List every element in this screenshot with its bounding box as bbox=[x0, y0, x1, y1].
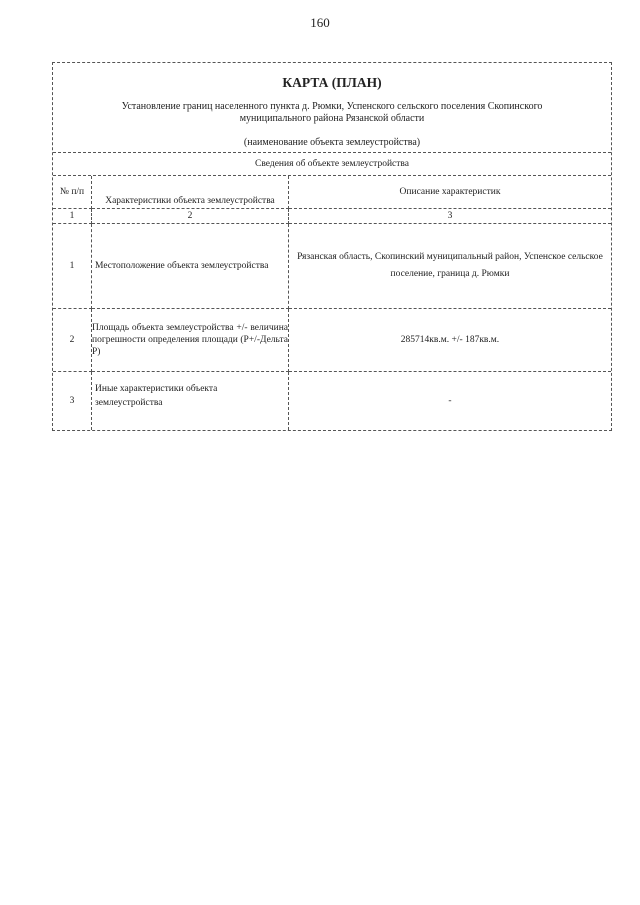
column-index: 3 bbox=[289, 209, 612, 224]
document-title: КАРТА (ПЛАН) bbox=[282, 75, 382, 90]
row-number: 1 bbox=[53, 224, 92, 309]
header-description: Описание характеристик bbox=[289, 176, 612, 209]
row-characteristic: Местоположение объекта землеустройства bbox=[92, 224, 289, 309]
document-subtitle: Установление границ населенного пункта д. Рюмки, Успенского сельского поселения Скопинского муниципального района Рязанской области bbox=[121, 101, 543, 124]
section-title: Сведения об объекте землеустройства bbox=[53, 153, 611, 176]
title-block bbox=[53, 63, 611, 153]
column-index: 2 bbox=[92, 209, 289, 224]
row-characteristic: Площадь объекта землеустройства +/- величина погрешности определения площади (Р+/-Дельта Р) bbox=[92, 309, 289, 372]
page-number: 160 bbox=[310, 15, 330, 30]
row-number: 3 bbox=[53, 372, 92, 431]
table-row bbox=[53, 372, 611, 431]
document-frame bbox=[52, 62, 612, 431]
row-description: - bbox=[289, 372, 612, 431]
table-row bbox=[53, 224, 611, 309]
row-characteristic: Иные характеристики объекта землеустройства bbox=[92, 372, 289, 431]
table-row bbox=[53, 309, 611, 372]
column-index-row bbox=[53, 209, 611, 224]
row-number: 2 bbox=[53, 309, 92, 372]
characteristics-table bbox=[53, 176, 611, 430]
column-index: 1 bbox=[53, 209, 92, 224]
header-num: № п/п bbox=[53, 176, 92, 209]
table-header-row bbox=[53, 176, 611, 209]
header-characteristic: Характеристики объекта землеустройства bbox=[92, 176, 289, 209]
object-caption: (наименование объекта землеустройства) bbox=[243, 137, 421, 148]
row-description: Рязанская область, Скопинский муниципальный район, Успенское сельское поселение, граница д. Рюмки bbox=[289, 224, 612, 309]
row-description: 285714кв.м. +/- 187кв.м. bbox=[289, 309, 612, 372]
